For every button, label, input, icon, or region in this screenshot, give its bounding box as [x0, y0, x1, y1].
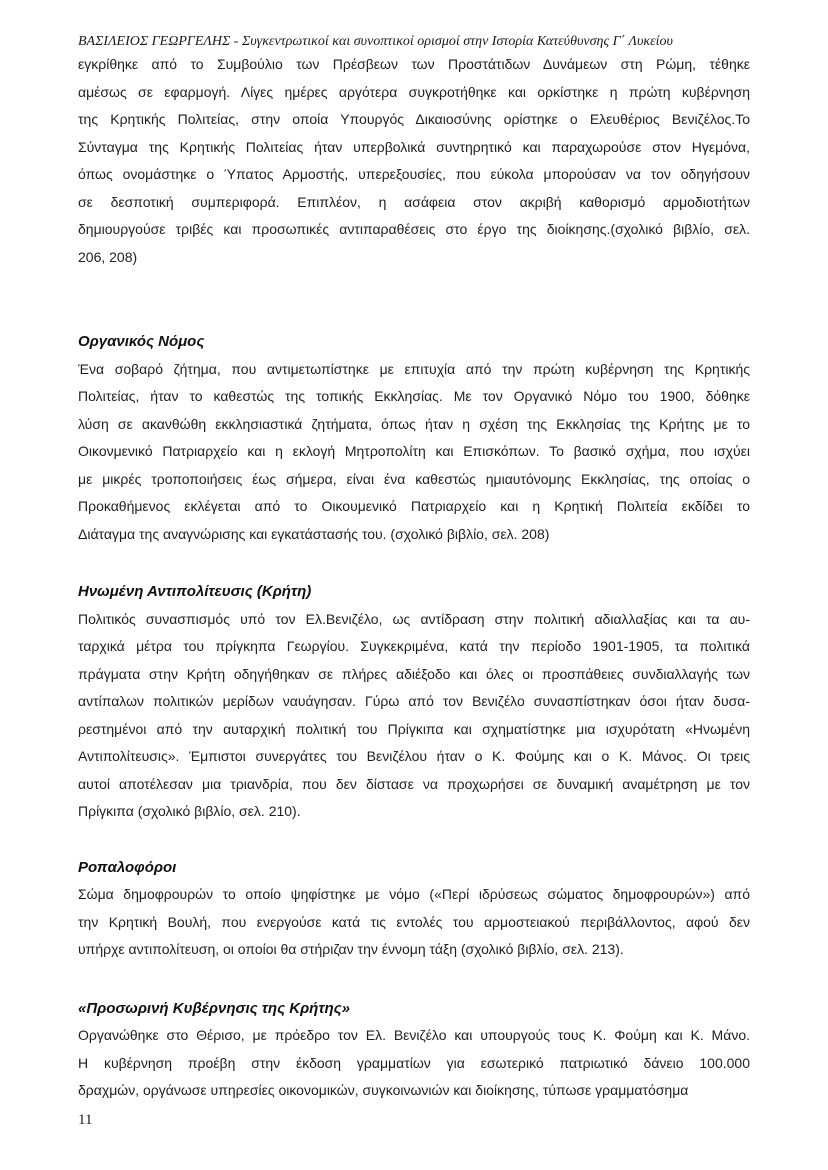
- text-line: 206, 208): [78, 248, 138, 265]
- text-line: σε δεσποτική συμπεριφορά. Επιπλέον, η ασάφεια στον ακριβή καθορισμό αρμοδιοτήτων: [78, 193, 750, 210]
- text-line: Η κυβέρνηση προέβη στην έκδοση γραμματίων για εσωτερικό πατριωτικό δάνειο 100.000: [78, 1054, 750, 1071]
- definition-section: [78, 854, 750, 964]
- section-paragraph: [78, 1022, 750, 1105]
- page-number: 11: [78, 1111, 93, 1128]
- text-line: Οργανώθηκε στο Θέρισο, με πρόεδρο τον Ελ. Βενιζέλο και υπουργούς τους Κ. Φούμη και Κ. Μάνο.: [78, 1027, 750, 1043]
- text-line: δραχμών, οργάνωσε υπηρεσίες οικονομικών, συγκοινωνιών και διοίκησης, τύπωσε γραμματόσημα: [78, 1082, 689, 1098]
- text-line: λύση σε ακανθώθη εκκλησιαστικά ζητήματα, όπως ήταν η σχέση της Εκκλησίας της Κρήτης με το: [78, 415, 750, 432]
- text-line: αντίπαλων πολιτικών μερίδων ναυάγησαν. Γύρω από τον Βενιζέλο συνασπίστηκαν όσοι ήταν δυσα-: [78, 693, 750, 709]
- text-line: ρεστημένοι από την αυταρχική πολιτική του Πρίγκιπα και σχηματίστηκε μια ισχυρότατη «Ηνωμένη: [78, 720, 750, 737]
- text-line: ταρχικά μέτρα του πρίγκηπα Γεωργίου. Συγκεκριμένα, κατά την περίοδο 1901-1905, τα πολιτικά: [78, 638, 750, 654]
- text-line: την Κρητική Βουλή, που ενεργούσε κατά τις εντολές του αρμοστειακού περιβάλλοντος, αφού δεν: [78, 913, 750, 930]
- section-heading: Οργανικός Νόμος: [78, 333, 205, 350]
- text-line: Ένα σοβαρό ζήτημα, που αντιμετωπίστηκε με επιτυχία από την πρώτη κυβέρνηση της Κρητικής: [78, 360, 750, 377]
- section-paragraph: [78, 881, 750, 964]
- text-line: αμέσως σε εφαρμογή. Λίγες ημέρες αργότερα συγκροτήθηκε και ορκίστηκε η πρώτη κυβέρνηση: [78, 83, 750, 100]
- text-line: εγκρίθηκε από το Συμβούλιο των Πρέσβεων των Προστάτιδων Δυνάμεων στη Ρώμη, τέθηκε: [78, 56, 750, 72]
- text-line: όπως ονομάστηκε ο Ύπατος Αρμοστής, υπερεξουσίες, που εύκολα μπορούσαν να τον οδηγήσουν: [78, 166, 750, 182]
- definition-sections: [78, 328, 750, 1105]
- text-line: Σώμα δημοφρουρών το οποίο ψηφίστηκε με νόμο («Περί ιδρύσεως σώματος δημοφρουρών») από: [78, 886, 750, 902]
- definition-section: [78, 995, 750, 1105]
- section-heading: Ηνωμένη Αντιπολίτευσις (Κρήτη): [78, 583, 312, 600]
- text-line: αυτοί αποτέλεσαν μια τριανδρία, που δεν δίστασε να προχωρήσει σε δυναμική αναμέτρηση με τον: [78, 775, 750, 792]
- section-heading: Ροπαλοφόροι: [78, 858, 177, 876]
- text-line: δημιουργούσε τριβές και προσωπικές αντιπαραθέσεις στο έργο της διοίκησης.(σχολικό βιβλίο, σελ.: [78, 221, 750, 237]
- text-line: Προκαθήμενος εκλέγεται από το Οικουμενικό Πατριαρχείο και η Κρητική Πολιτεία εκδίδει το: [78, 498, 750, 514]
- text-line: της Κρητικής Πολιτείας, στην οποία Υπουργός Δικαιοσύνης ορίστηκε ο Ελευθέριος Βενιζέλος.Το: [78, 111, 750, 127]
- text-line: Πρίγκιπα (σχολικό βιβλίο, σελ. 210).: [78, 803, 301, 819]
- text-line: πράγματα στην Κρήτη οδηγήθηκαν σε πλήρες αδιέξοδο και όλες οι προσπάθειες συνδιαλλαγής των: [78, 665, 750, 682]
- intro-paragraph: [78, 51, 750, 271]
- text-line: υπήρχε αντιπολίτευση, οι οποίοι θα στήριζαν την έννομη τάξη (σχολικό βιβλίο, σελ. 213).: [78, 941, 624, 957]
- text-line: Σύνταγμα της Κρητικής Πολιτείας ήταν υπερβολικά συντηρητικό και παραχωρούσε στον Ηγεμόνα,: [78, 138, 750, 155]
- document-header: ΒΑΣΙΛΕΙΟΣ ΓΕΩΡΓΕΛΗΣ - Συγκεντρωτικοί και συνοπτικοί ορισμοί στην Ιστορία Κατεύθυνσης Γ΄ Λυκείου: [78, 34, 673, 49]
- definition-section: [78, 328, 750, 548]
- text-line: Αντιπολίτευσις». Έμπιστοι συνεργάτες του Βενιζέλου ήταν ο Κ. Φούμης και ο Κ. Μάνος. Οι τρεις: [78, 748, 750, 764]
- text-line: με μικρές τροποποιήσεις έως σήμερα, είναι ένα καθεστώς ημιαυτόνομης Εκκλησίας, της οποίας ο: [78, 470, 750, 487]
- text-line: Πολιτείας, ήταν το καθεστώς της τοπικής Εκκλησίας. Με τον Οργανικό Νόμο του 1900, δόθηκε: [78, 388, 750, 404]
- text-line: Διάταγμα της αναγνώρισης και εγκατάστασής του. (σχολικό βιβλίο, σελ. 208): [78, 525, 550, 542]
- definition-section: [78, 578, 750, 826]
- text-line: Οικονμενικό Πατριαρχείο και η εκλογή Μητροπολίτη και Επισκόπων. Το βασικό σχήμα, που ισχύει: [78, 443, 750, 459]
- section-paragraph: [78, 606, 750, 826]
- section-heading: «Προσωρινή Κυβέρνησις της Κρήτης»: [78, 999, 350, 1017]
- section-paragraph: [78, 356, 750, 549]
- text-line: Πολιτικός συνασπισμός υπό τον Ελ.Βενιζέλο, ως αντίδραση στην πολιτική αδιαλλαξίας και τα αυ-: [78, 610, 750, 627]
